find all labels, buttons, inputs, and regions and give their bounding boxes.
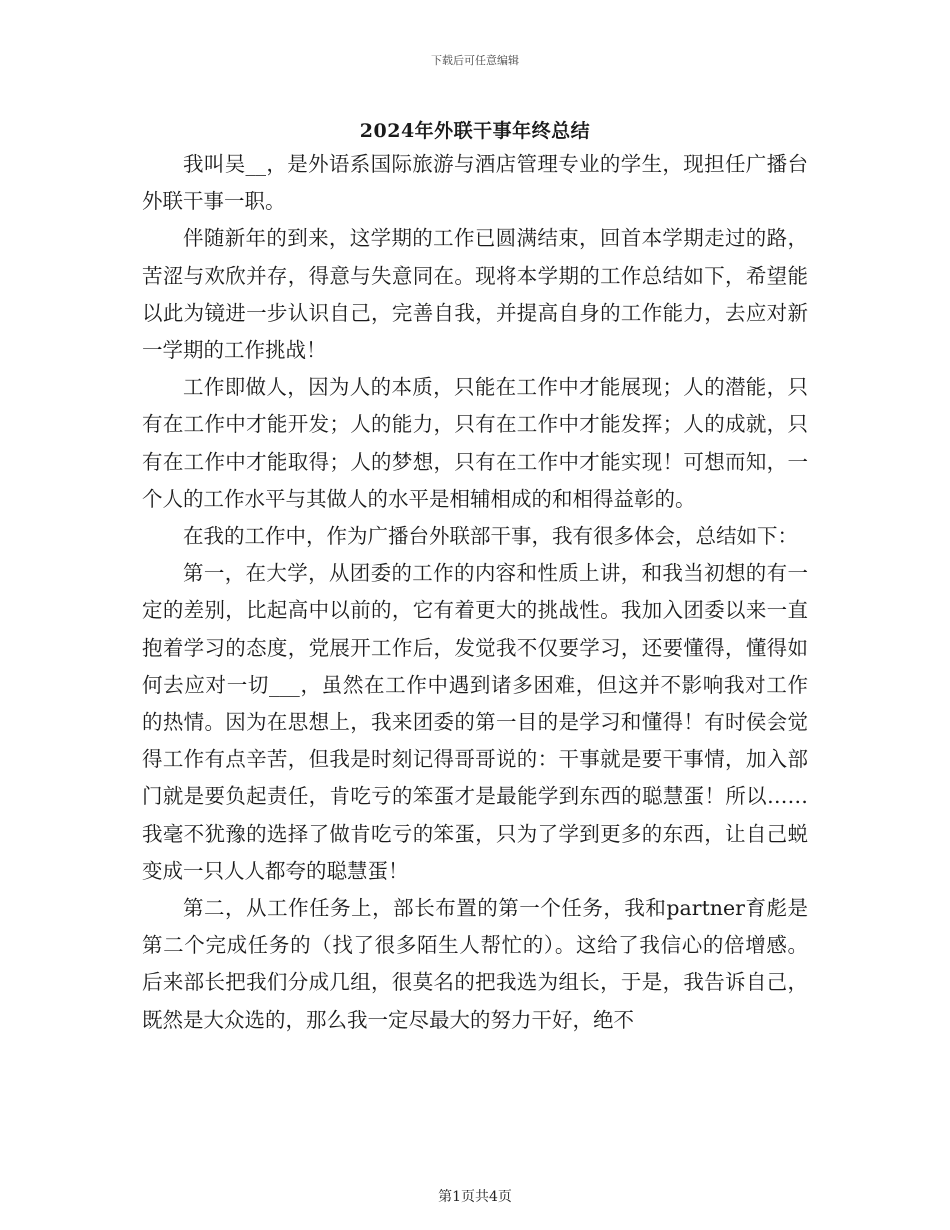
paragraph-4: 在我的工作中，作为广播台外联部干事，我有很多体会，总结如下： — [183, 524, 798, 549]
paragraph-5: 第一，在大学，从团委的工作的内容和性质上讲，和我当初想的有一定的差别，比起高中以前的，它有着更大的挑战性。我加入团委以来一直抱着学习的态度，党展开工作后，发觉我不仅要学习，还要懂得，懂得如何去应对一切___，虽然在工作中遇到诸多困难，但这并不影响我对工作的热情。因为在思想上，我来团委的第一目的是学习和懂得！有时侯会觉得工作有点辛苦，但我是时刻记得哥哥说的：干事就是要干事情，加入部门就是要负起责任，肯吃亏的笨蛋才是最能学到东西的聪慧蛋！所以……我毫不犹豫的选择了做肯吃亏的笨蛋，只为了学到更多的东西，让自己蜕变成一只人人都夸的聪慧蛋！ — [142, 561, 808, 883]
paragraph-6: 第二，从工作任务上，部长布置的第一个任务，我和partner育彪是第二个完成任务的（找了很多陌生人帮忙的）。这给了我信心的倍增感。后来部长把我们分成几组，很莫名的把我选为组长，于是，我告诉自己，既然是大众选的，那么我一定尽最大的努力干好，绝不 — [142, 896, 808, 1032]
page-footer: 第1页共4页 — [438, 1189, 512, 1205]
paragraph-2: 伴随新年的到来，这学期的工作已圆满结束，回首本学期走过的路，苦涩与欢欣并存，得意与失意同在。现将本学期的工作总结如下，希望能以此为镜进一步认识自己，完善自我，并提高自身的工作能力，去应对新一学期的工作挑战！ — [142, 226, 808, 363]
paragraph-3: 工作即做人，因为人的本质，只能在工作中才能展现；人的潜能，只有在工作中才能开发；人的能力，只有在工作中才能发挥；人的成就，只有在工作中才能取得；人的梦想，只有在工作中才能实现！可想而知，一个人的工作水平与其做人的水平是相辅相成的和相得益彰的。 — [142, 375, 808, 511]
page-header: 下载后可任意编辑 — [431, 54, 519, 67]
document-title: 2024年外联干事年终总结 — [359, 120, 591, 142]
paragraph-1: 我叫吴__，是外语系国际旅游与酒店管理专业的学生，现担任广播台外联干事一职。 — [142, 152, 808, 214]
document-body — [142, 146, 808, 1039]
